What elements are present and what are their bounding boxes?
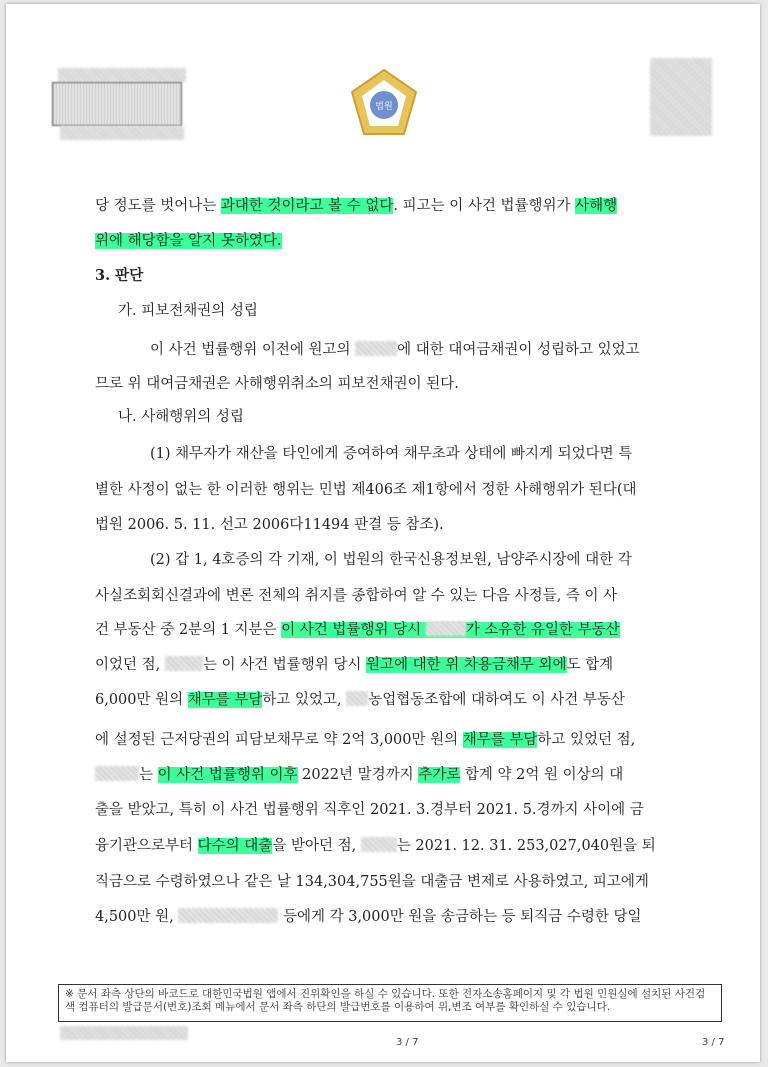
authenticity-notice-box xyxy=(58,984,722,1022)
highlight: 이 사건 법률행위 이후 xyxy=(157,767,298,783)
highlight: 채무를 부담 xyxy=(187,692,263,708)
text-span: 등에게 각 3,000만 원을 송금하는 등 퇴직금 수령한 당일 xyxy=(278,909,642,925)
line-p3e xyxy=(95,690,675,710)
line-p2b: 별한 사정이 없는 한 이러한 행위는 민법 제406조 제1항에서 정한 사해행위가 된다(대 xyxy=(95,482,637,498)
seal-text: 법원 xyxy=(375,102,393,112)
line-p3a: (2) 갑 1, 4호증의 각 기재, 이 법원의 한국신용정보원, 남양주시장에 대한 각 xyxy=(150,552,632,568)
subheading-na: 나. 사해행위의 성립 xyxy=(118,409,244,425)
text-span: 2022년 말경까지 xyxy=(297,767,419,783)
redacted-name xyxy=(165,656,203,671)
text-span: 당 정도를 벗어나는 xyxy=(95,198,221,214)
highlight: 과대한 것이라고 볼 수 없다 xyxy=(220,198,394,214)
text-span: 융기관으로부터 xyxy=(95,838,198,854)
highlight: 사해행 xyxy=(575,198,618,214)
highlight-redacted xyxy=(426,622,466,638)
text-span: 에 대한 대여금채권이 성립하고 있었고 xyxy=(397,342,640,358)
line-p1a xyxy=(150,340,730,360)
highlight: 원고에 대한 위 차용금채무 외에 xyxy=(365,657,567,673)
heading-3: 3. 판단 xyxy=(95,267,144,284)
text-span: 도 합계 xyxy=(566,657,614,673)
redacted-name xyxy=(361,837,397,852)
line-1 xyxy=(95,196,675,216)
line-p3h: 출을 받았고, 특히 이 사건 법률행위 직후인 2021. 3.경부터 2021. 5.경까지 사이에 금 xyxy=(95,802,644,818)
text-span: 는 2021. 12. 31. 253,027,040원을 퇴 xyxy=(396,838,656,854)
redacted-name xyxy=(426,621,466,636)
text-span: 6,000만 원의 xyxy=(95,692,188,708)
redacted-header-top-left xyxy=(58,68,186,82)
line-p3g xyxy=(95,765,675,785)
highlight: 다수의 대출 xyxy=(197,838,273,854)
line-p3c xyxy=(95,620,675,640)
text-span: 이 사건 법률행위 이전에 원고의 xyxy=(150,342,356,358)
line-2 xyxy=(95,231,675,251)
text-span: . 피고는 이 사건 법률행위가 xyxy=(393,198,576,214)
text-span: 건 부동산 중 2분의 1 지분은 xyxy=(95,622,282,638)
page-number-right: 3 / 7 xyxy=(702,1037,725,1048)
highlight: 위에 해당함을 알지 못하였다. xyxy=(95,233,282,249)
line-p2c: 법원 2006. 5. 11. 선고 2006다11494 판결 등 참조). xyxy=(95,517,444,533)
redacted-qr-code xyxy=(650,58,712,136)
redacted-issue-number xyxy=(60,126,184,140)
redacted-footer-issue-number xyxy=(60,1026,188,1040)
line-p3j: 직금으로 수령하였으나 같은 날 134,304,755원을 대출금 변제로 사용하였고, 피고에게 xyxy=(95,874,649,890)
text-span: 농업협동조합에 대하여도 이 사건 부동산 xyxy=(368,692,625,708)
line-p1c: 므로 위 대여금채권은 사해행위취소의 피보전채권이 된다. xyxy=(95,376,459,392)
text-span: 하고 있었고, xyxy=(262,692,347,708)
line-p3b: 사실조회회신결과에 변론 전체의 취지를 종합하여 알 수 있는 다음 사정들, 즉 이 사 xyxy=(95,588,618,604)
text-span: 는 xyxy=(139,767,158,783)
subheading-ga: 가. 피보전채권의 성립 xyxy=(118,303,258,319)
redacted-names xyxy=(178,908,278,923)
highlight: 추가로 xyxy=(418,767,461,783)
line-p3d xyxy=(95,655,675,675)
redacted-name xyxy=(346,691,368,706)
text-span: 합계 약 2억 원 이상의 대 xyxy=(460,767,624,783)
highlight: 가 소유한 유일한 부동산 xyxy=(465,622,620,638)
text-span: 이었던 점, xyxy=(95,657,165,673)
text-span: 을 받아던 점, xyxy=(272,838,361,854)
line-p3i xyxy=(95,836,675,856)
authenticity-notice: ※ 문서 좌측 상단의 바코드로 대한민국법원 앱에서 진위확인을 하실 수 있습니다. 또한 전자소송홈페이지 및 각 법원 민원실에 설치된 사건검색 컴퓨터의 발급문서(번호)조회 메뉴에서 문서 좌측 하단의 발급번호를 이용하여 위,변조 여부를 확인하실 수 있습니다. xyxy=(65,988,706,1013)
page-number-center: 3 / 7 xyxy=(396,1037,419,1048)
text-span: 4,500만 원, xyxy=(95,909,179,925)
line-p3f xyxy=(95,730,675,750)
line-p3k xyxy=(95,907,675,927)
text-span: 에 설정된 근저당권의 피담보채무로 약 2억 3,000만 원의 xyxy=(95,732,463,748)
redacted-name xyxy=(95,766,139,781)
highlight: 이 사건 법률행위 당시 xyxy=(281,622,426,638)
barcode xyxy=(52,82,182,126)
line-p2a: (1) 채무자가 재산을 타인에게 증여하여 채무초과 상태에 빠지게 되었다면 특 xyxy=(150,446,633,462)
highlight: 채무를 부담 xyxy=(462,732,538,748)
redacted-name xyxy=(355,341,397,356)
text-span: 하고 있었던 점, xyxy=(537,732,636,748)
text-span: 는 이 사건 법률행위 당시 xyxy=(202,657,366,673)
court-seal-icon xyxy=(346,66,422,142)
